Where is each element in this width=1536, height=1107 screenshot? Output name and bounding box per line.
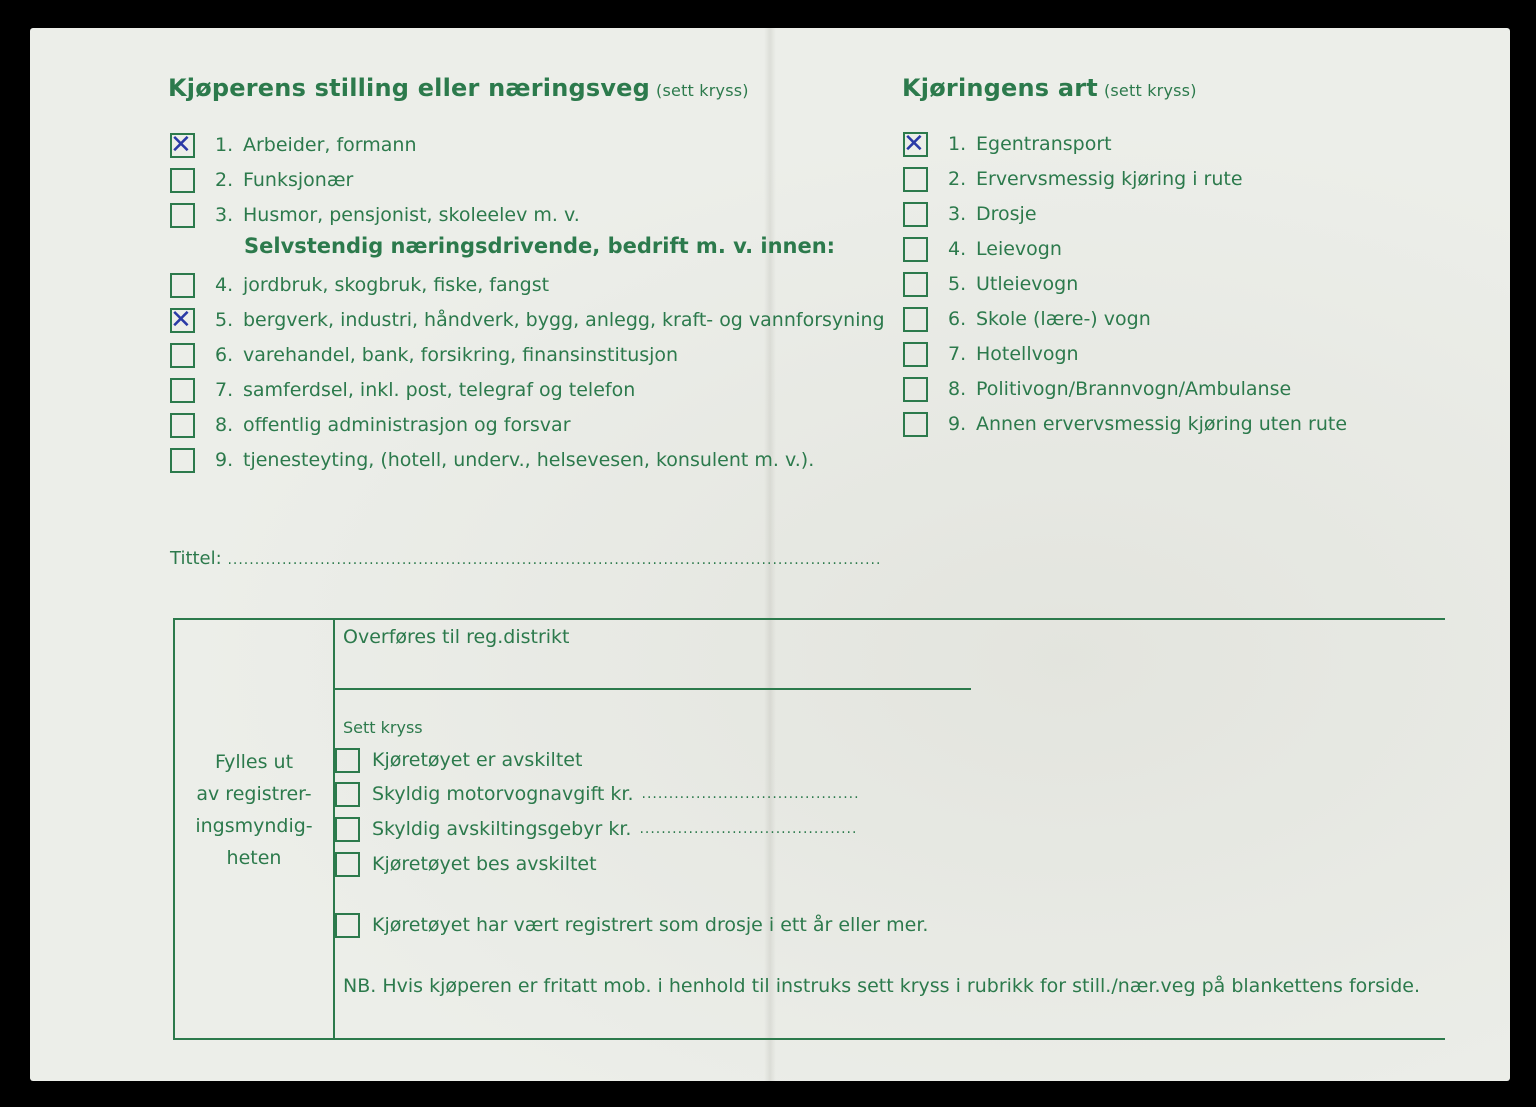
- amount-dots[interactable]: ........................................: [641, 786, 860, 802]
- occupation-option-5[interactable]: [170, 306, 885, 334]
- occupation-option-3[interactable]: [170, 201, 580, 229]
- registry-check-deregistered[interactable]: [335, 746, 582, 774]
- occupation-option-2[interactable]: [170, 166, 353, 194]
- transfer-district-input-line[interactable]: [335, 688, 971, 690]
- option-label: bergverk, industri, håndverk, bygg, anlegg, kraft- og vannforsyning: [243, 309, 885, 331]
- side-line: Fylles ut: [214, 751, 294, 773]
- occupation-checkbox-7[interactable]: [170, 378, 195, 403]
- driving-option-2[interactable]: [903, 165, 1243, 193]
- side-line: ingsmyndig-: [195, 815, 313, 837]
- check-label: Kjøretøyet har vært registrert som drosje i ett år eller mer.: [372, 914, 929, 936]
- driving-checkbox-6[interactable]: [903, 307, 928, 332]
- occupation-checkbox-1[interactable]: [170, 129, 195, 160]
- driving-option-5[interactable]: [903, 270, 1078, 298]
- option-label: samferdsel, inkl. post, telegraf og telefon: [243, 379, 636, 401]
- registry-checkbox-5[interactable]: [335, 913, 360, 938]
- check-label: Kjøretøyet er avskiltet: [372, 749, 583, 771]
- buyer-occupation-hint: (sett kryss): [656, 81, 749, 100]
- option-label: Drosje: [976, 203, 1037, 225]
- option-label: Arbeider, formann: [243, 134, 417, 156]
- option-label: jordbruk, skogbruk, fiske, fangst: [243, 274, 550, 296]
- option-number: 4.: [948, 238, 967, 260]
- occupation-checkbox-5[interactable]: [170, 304, 195, 335]
- option-label: Husmor, pensjonist, skoleelev m. v.: [243, 204, 580, 226]
- occupation-option-9[interactable]: [170, 446, 814, 474]
- driving-checkbox-8[interactable]: [903, 377, 928, 402]
- option-label: Leievogn: [976, 238, 1062, 260]
- registry-authority-note: [175, 746, 333, 874]
- option-label: Funksjonær: [243, 169, 354, 191]
- option-number: 1.: [215, 134, 234, 156]
- option-number: 7.: [215, 379, 234, 401]
- occupation-option-1[interactable]: [170, 131, 417, 159]
- check-label: Kjøretøyet bes avskiltet: [372, 853, 597, 875]
- option-number: 9.: [948, 413, 967, 435]
- option-number: 8.: [948, 378, 967, 400]
- buyer-occupation-heading: [168, 74, 749, 102]
- check-mark: ✕: [170, 304, 192, 335]
- title-field[interactable]: [170, 548, 881, 569]
- side-line: heten: [226, 847, 282, 869]
- option-label: Utleievogn: [976, 273, 1079, 295]
- sett-kryss-label: Sett kryss: [343, 718, 423, 737]
- title-field-dots: ........................................................................................................................: [227, 552, 882, 568]
- registry-checkbox-1[interactable]: [335, 748, 360, 773]
- option-label: tjenesteyting, (hotell, underv., helsevesen, konsulent m. v.).: [243, 449, 815, 471]
- driving-type-hint: (sett kryss): [1103, 81, 1197, 100]
- amount-dots[interactable]: ........................................: [639, 821, 858, 837]
- driving-checkbox-4[interactable]: [903, 237, 928, 262]
- driving-option-1[interactable]: [903, 130, 1112, 158]
- driving-option-4[interactable]: [903, 235, 1062, 263]
- buyer-occupation-title: Kjøperens stilling eller næringsveg: [168, 74, 651, 102]
- occupation-option-8[interactable]: [170, 411, 571, 439]
- option-label: Politivogn/Brannvogn/Ambulanse: [976, 378, 1292, 400]
- nb-note: NB. Hvis kjøperen er fritatt mob. i henhold til instruks sett kryss i rubrikk for still./nær.veg på blankettens forside.: [343, 975, 1421, 997]
- occupation-checkbox-8[interactable]: [170, 413, 195, 438]
- option-label: varehandel, bank, forsikring, finansinstitusjon: [243, 344, 679, 366]
- driving-option-9[interactable]: [903, 410, 1347, 438]
- check-mark: ✕: [170, 129, 192, 160]
- option-number: 3.: [215, 204, 234, 226]
- option-number: 5.: [948, 273, 967, 295]
- registry-checkbox-4[interactable]: [335, 852, 360, 877]
- registry-box-bottom-rule: [173, 1038, 1445, 1040]
- occupation-checkbox-6[interactable]: [170, 343, 195, 368]
- check-label: Skyldig motorvognavgift kr.: [372, 783, 634, 805]
- registry-check-taxi[interactable]: [335, 911, 928, 939]
- form-sheet: [30, 28, 1510, 1081]
- registry-box-top-rule: [173, 618, 1445, 620]
- driving-type-title: Kjøringens art: [902, 74, 1098, 102]
- driving-option-3[interactable]: [903, 200, 1037, 228]
- registry-checkbox-3[interactable]: [335, 817, 360, 842]
- occupation-checkbox-3[interactable]: [170, 203, 195, 228]
- self-employed-subheading: Selvstendig næringsdrivende, bedrift m. v. innen:: [244, 234, 836, 258]
- driving-checkbox-7[interactable]: [903, 342, 928, 367]
- driving-checkbox-3[interactable]: [903, 202, 928, 227]
- occupation-option-6[interactable]: [170, 341, 678, 369]
- check-label: Skyldig avskiltingsgebyr kr.: [372, 818, 632, 840]
- option-number: 8.: [215, 414, 234, 436]
- option-label: Skole (lære-) vogn: [976, 308, 1151, 330]
- registry-checkbox-2[interactable]: [335, 782, 360, 807]
- registry-check-request[interactable]: [335, 850, 597, 878]
- driving-checkbox-1[interactable]: [903, 128, 928, 159]
- driving-option-6[interactable]: [903, 305, 1151, 333]
- driving-option-7[interactable]: [903, 340, 1079, 368]
- option-label: Annen ervervsmessig kjøring uten rute: [976, 413, 1348, 435]
- option-number: 9.: [215, 449, 234, 471]
- occupation-checkbox-2[interactable]: [170, 168, 195, 193]
- driving-checkbox-9[interactable]: [903, 412, 928, 437]
- occupation-option-7[interactable]: [170, 376, 635, 404]
- check-mark: ✕: [903, 128, 925, 159]
- option-number: 3.: [948, 203, 967, 225]
- driving-option-8[interactable]: [903, 375, 1291, 403]
- side-line: av registrer-: [196, 783, 312, 805]
- option-number: 2.: [215, 169, 234, 191]
- driving-type-heading: [902, 74, 1197, 102]
- occupation-checkbox-9[interactable]: [170, 448, 195, 473]
- registry-check-fee[interactable]: [335, 815, 857, 843]
- option-label: offentlig administrasjon og forsvar: [243, 414, 571, 436]
- driving-checkbox-5[interactable]: [903, 272, 928, 297]
- option-label: Hotellvogn: [976, 343, 1079, 365]
- option-number: 7.: [948, 343, 967, 365]
- driving-checkbox-2[interactable]: [903, 167, 928, 192]
- option-number: 2.: [948, 168, 967, 190]
- occupation-option-4[interactable]: [170, 271, 549, 299]
- option-label: Ervervsmessig kjøring i rute: [976, 168, 1243, 190]
- option-number: 1.: [948, 133, 967, 155]
- title-field-label: Tittel:: [170, 548, 222, 569]
- option-label: Egentransport: [976, 133, 1112, 155]
- registry-check-vehicle-tax[interactable]: [335, 780, 860, 808]
- option-number: 5.: [215, 309, 234, 331]
- option-number: 6.: [948, 308, 967, 330]
- option-number: 4.: [215, 274, 234, 296]
- occupation-checkbox-4[interactable]: [170, 273, 195, 298]
- option-number: 6.: [215, 344, 234, 366]
- transfer-district-label: Overføres til reg.distrikt: [343, 626, 570, 648]
